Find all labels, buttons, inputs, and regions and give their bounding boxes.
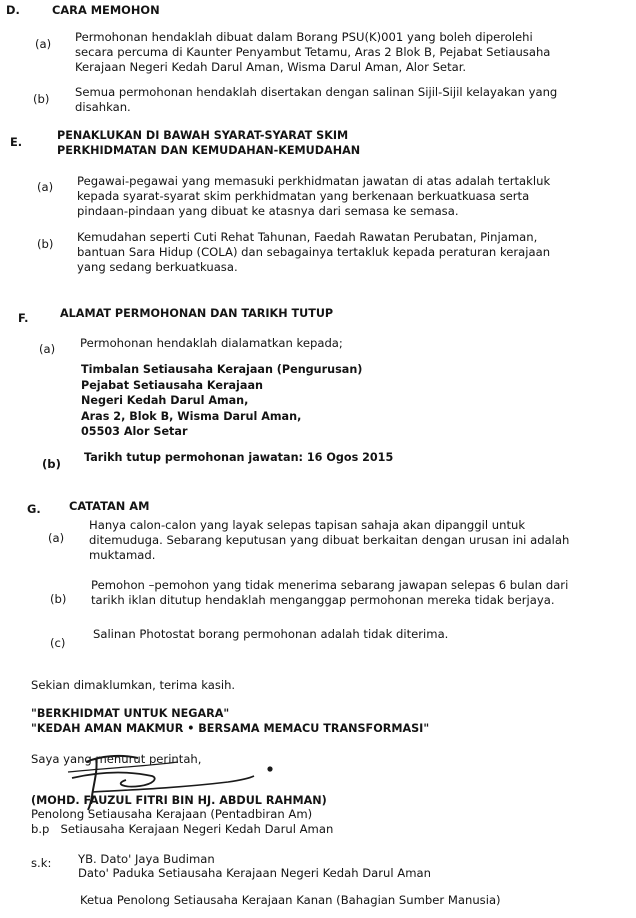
text-line: Kemudahan seperti Cuti Rehat Tahunan, Faedah Rawatan Perubatan, Pinjaman, [77, 230, 538, 244]
section-g-item-a-text [89, 518, 578, 564]
section-f-item-b-label: (b) [42, 457, 61, 471]
section-d-title: CARA MEMOHON [52, 3, 160, 17]
text-line: secara percuma di Kaunter Penyambut Tetamu, Aras 2 Blok B, Pejabat Setiausaha [75, 45, 551, 60]
section-g-letter: G. [27, 502, 41, 516]
section-e-letter: E. [10, 135, 23, 149]
text-line: Permohonan hendaklah dibuat dalam Borang PSU(K)001 yang boleh diperolehi [75, 30, 533, 44]
cc-label: s.k: [31, 856, 52, 870]
address-block [81, 362, 362, 440]
text-line: ditemuduga. Sebarang keputusan yang dibuat berkaitan dengan urusan ini adalah [89, 533, 570, 548]
section-f-letter: F. [18, 311, 29, 325]
section-d-item-a-text [75, 30, 559, 76]
section-e-item-a-label: (a) [37, 180, 54, 194]
text-line: Pegawai-pegawai yang memasuki perkhidmatan jawatan di atas adalah tertakluk [77, 174, 551, 188]
signatory-name: (MOHD. FAUZUL FITRI BIN HJ. ABDUL RAHMAN) [31, 794, 327, 807]
section-g-item-c-label: (c) [50, 636, 66, 650]
section-d-item-a-label: (a) [35, 37, 52, 51]
text-line: bantuan Sara Hidup (COLA) dan sebagainya tertakluk kepada peraturan kerajaan [77, 245, 551, 260]
signatory-position-1: Penolong Setiausaha Kerajaan (Pentadbiran Am) [31, 807, 313, 821]
section-e-title-line: PERKHIDMATAN DAN KEMUDAHAN-KEMUDAHAN [57, 144, 361, 157]
text-line: Pemohon –pemohon yang tidak menerima sebarang jawapan selepas 6 bulan dari [91, 578, 569, 592]
section-e-title-line: PENAKLUKAN DI BAWAH SYARAT-SYARAT SKIM [57, 129, 349, 142]
section-d-letter: D. [6, 3, 20, 17]
address-line: Aras 2, Blok B, Wisma Darul Aman, [81, 409, 302, 423]
closing-notice: Sekian dimaklumkan, terima kasih. [31, 678, 236, 692]
text-line: pindaan-pindaan yang dibuat ke atasnya dari semasa ke semasa. [77, 204, 459, 219]
section-e-title [57, 128, 360, 158]
address-line: Negeri Kedah Darul Aman, [81, 394, 249, 407]
section-g-item-c-text: Salinan Photostat borang permohonan adalah tidak diterima. [93, 627, 449, 641]
section-e-item-b-text [77, 230, 569, 276]
section-d-item-b-label: (b) [33, 92, 50, 106]
text-line: yang sedang berkuatkuasa. [77, 260, 238, 275]
section-g-item-b-text [91, 578, 580, 608]
cc-recipient: Ketua Penolong Setiausaha Kerajaan Kanan (Bahagian Sumber Manusia) [80, 893, 501, 907]
text-line: Hanya calon-calon yang layak selepas tapisan sahaja akan dipanggil untuk [89, 518, 526, 532]
text-line: tarikh iklan ditutup hendaklah menganggap permohonan mereka tidak berjaya. [91, 593, 555, 608]
section-e-item-b-label: (b) [37, 237, 54, 251]
cc-recipient: YB. Dato' Jaya Budiman [78, 852, 215, 866]
text-line: Semua permohonan hendaklah disertakan dengan salinan Sijil-Sijil kelayakan yang [75, 85, 558, 99]
text-line: muktamad. [89, 548, 156, 563]
signatory-position-2: b.p Setiausaha Kerajaan Negeri Kedah Darul Aman [31, 822, 334, 836]
closing-date: Tarikh tutup permohonan jawatan: 16 Ogos 2015 [84, 451, 394, 464]
address-line: 05503 Alor Setar [81, 425, 188, 438]
section-d-item-b-text [75, 85, 563, 115]
section-g-item-b-label: (b) [50, 592, 67, 606]
saya-yang-menurut-perintah: Saya yang menurut perintah, [31, 752, 202, 766]
motto-1: "BERKHIDMAT UNTUK NEGARA" [31, 707, 230, 720]
text-line: disahkan. [75, 100, 131, 115]
section-f-title: ALAMAT PERMOHONAN DAN TARIKH TUTUP [60, 307, 334, 320]
motto-2: "KEDAH AMAN MAKMUR • BERSAMA MEMACU TRANSFORMASI" [31, 722, 430, 735]
section-g-item-a-label: (a) [48, 531, 65, 545]
section-f-item-a-label: (a) [39, 342, 56, 356]
section-f-item-a-text: Permohonan hendaklah dialamatkan kepada; [80, 336, 343, 350]
cc-recipient: Dato' Paduka Setiausaha Kerajaan Negeri Kedah Darul Aman [78, 866, 431, 880]
text-line: kepada syarat-syarat skim perkhidmatan yang berkenaan berkuatkuasa serta [77, 189, 530, 204]
address-line: Timbalan Setiausaha Kerajaan (Pengurusan) [81, 363, 363, 376]
section-e-item-a-text [77, 174, 566, 220]
section-g-title: CATATAN AM [69, 499, 150, 513]
text-line: Kerajaan Negeri Kedah Darul Aman, Wisma Darul Aman, Alor Setar. [75, 60, 467, 75]
address-line: Pejabat Setiausaha Kerajaan [81, 378, 263, 392]
